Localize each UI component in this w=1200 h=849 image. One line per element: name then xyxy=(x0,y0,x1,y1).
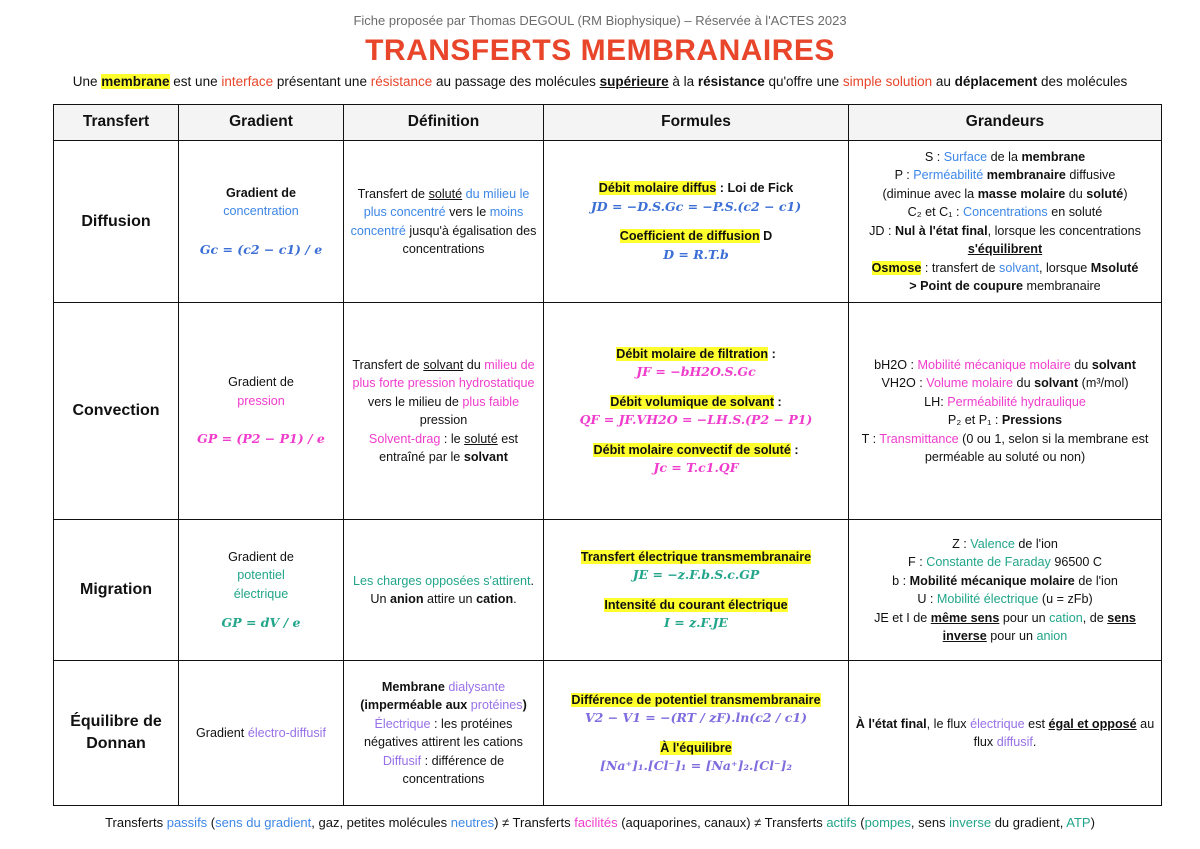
formula-equation: [Na⁺]₁.[Cl⁻]₁ = [Na⁺]₂.[Cl⁻]₂ xyxy=(600,758,792,773)
text-fragment: (m³/mol) xyxy=(1078,376,1129,390)
quantity-line xyxy=(855,203,1155,222)
text-fragment: , lorsque xyxy=(1038,260,1091,275)
text-fragment: solvant xyxy=(999,260,1039,275)
table-row-migration xyxy=(54,520,1162,661)
text-fragment: (imperméable aux xyxy=(360,698,471,712)
text-fragment: . xyxy=(1032,735,1037,749)
gradient-type: électro-diffusif xyxy=(247,725,326,740)
text-fragment: Mobilité électrique xyxy=(936,592,1039,606)
quantity-line xyxy=(855,609,1155,646)
intro-deplacement: déplacement xyxy=(954,74,1038,89)
quantity-line xyxy=(855,148,1155,167)
header-formules: Formules xyxy=(544,105,849,141)
text-fragment: : transfert de xyxy=(921,260,1000,275)
text-fragment: : xyxy=(790,442,799,457)
text-fragment: Transfert de xyxy=(352,357,424,372)
text-fragment: est entraîné par le xyxy=(379,431,519,464)
text-fragment: passifs xyxy=(166,815,208,830)
footer-note xyxy=(0,815,1200,830)
text-fragment: pompes xyxy=(864,815,911,830)
text-fragment: anion xyxy=(1036,629,1068,643)
gradient-formula: GP = dV / e xyxy=(221,615,301,630)
text-fragment: protéines xyxy=(470,698,523,712)
text-fragment: pour un xyxy=(986,629,1037,643)
text-fragment: T : xyxy=(861,431,880,446)
gradient-label: Gradient xyxy=(196,725,248,740)
text-fragment: solvant xyxy=(1091,357,1136,372)
text-fragment: pour un xyxy=(999,610,1050,625)
text-fragment: S : xyxy=(924,149,944,164)
intro-text: au xyxy=(932,74,955,89)
text-fragment: facilités xyxy=(574,815,618,830)
quantity-line xyxy=(855,374,1155,393)
text-fragment: inverse xyxy=(949,815,992,830)
quantity-line xyxy=(855,166,1155,185)
text-fragment: solvant xyxy=(423,357,464,372)
def-text: jusqu'à égalisation des concentrations xyxy=(402,223,537,256)
transfers-table xyxy=(53,104,1162,806)
text-fragment: F : xyxy=(908,555,927,569)
text-fragment: ATP xyxy=(1066,815,1091,830)
page-title: TRANSFERTS MEMBRANAIRES xyxy=(365,34,835,67)
def-highlight: moins concentré xyxy=(350,205,524,238)
text-fragment: milieu de plus forte pression hydrostatique xyxy=(352,357,535,390)
text-fragment: membranaire xyxy=(1023,279,1101,293)
header-gradient: Gradient xyxy=(179,105,344,141)
formula-title: Différence de potentiel transmembranaire xyxy=(571,692,821,707)
text-fragment: Les charges opposées s'attirent xyxy=(353,573,531,588)
formula-title: Transfert électrique transmembranaire xyxy=(580,549,812,564)
gradient-type: concentration xyxy=(223,204,299,219)
text-fragment: Mobilité mécanique molaire xyxy=(909,573,1075,588)
text-fragment: ( xyxy=(207,815,216,830)
text-fragment: sens du gradient xyxy=(215,815,312,830)
def-solute: soluté xyxy=(428,186,463,201)
text-fragment: (0 ou 1, selon si la membrane est perméable au soluté ou non) xyxy=(924,431,1149,464)
text-fragment: Constante de Faraday xyxy=(926,555,1051,569)
text-fragment: de l'ion xyxy=(1014,536,1058,551)
intro-text: est une xyxy=(169,74,222,89)
text-fragment: : xyxy=(774,394,782,409)
gradient-cell xyxy=(179,303,344,520)
text-fragment: Volume molaire xyxy=(926,376,1014,390)
quantity-line xyxy=(855,185,1155,204)
quantity-line xyxy=(855,411,1155,430)
quantity-line xyxy=(855,430,1155,467)
formulas-cell xyxy=(544,141,849,303)
text-fragment: neutres xyxy=(450,815,495,830)
formulas-cell xyxy=(544,661,849,806)
text-fragment: solvant xyxy=(463,450,508,464)
text-fragment: : différence de concentrations xyxy=(402,753,505,786)
text-fragment: . xyxy=(513,592,517,606)
text-fragment: Osmose xyxy=(871,260,922,275)
header-definition: Définition xyxy=(344,105,544,141)
intro-membrane: membrane xyxy=(101,74,170,89)
formulas-cell xyxy=(544,303,849,520)
formula-equation: I = z.F.JE xyxy=(664,615,728,630)
table-row-donnan xyxy=(54,661,1162,806)
definition-cell xyxy=(344,303,544,520)
text-fragment: est xyxy=(1024,716,1049,731)
formula-equation: D = R.T.b xyxy=(663,246,729,262)
quantities-cell xyxy=(849,303,1162,520)
text-fragment: attire un xyxy=(423,592,477,606)
text-fragment: au flux xyxy=(973,716,1155,749)
def-highlight: du milieu le plus concentré xyxy=(363,186,530,219)
formula-title: Coefficient de diffusion xyxy=(619,229,760,243)
text-fragment: Solvent-drag xyxy=(368,431,441,446)
text-fragment: Transmittance xyxy=(879,431,959,446)
gradient-type: potentiel électrique xyxy=(233,568,289,601)
quantity-line xyxy=(855,393,1155,412)
transfer-name: Diffusion xyxy=(54,141,179,303)
text-fragment: JE et I de xyxy=(874,610,931,625)
intro-text: qu'offre une xyxy=(764,74,843,89)
quantities-cell xyxy=(849,661,1162,806)
quantity-line xyxy=(855,535,1155,554)
formula-equation: JD = −D.S.Gc = −P.S.(c2 − c1) xyxy=(590,198,802,214)
gradient-cell xyxy=(179,141,344,303)
formula-equation: QF = JF.VH2O = −LH.S.(P2 − P1) xyxy=(579,412,813,427)
quantity-line xyxy=(855,553,1155,572)
gradient-cell xyxy=(179,520,344,661)
text-fragment: anion xyxy=(389,592,424,606)
text-fragment: Concentrations xyxy=(962,205,1048,219)
formula-title-rest: D xyxy=(759,229,773,243)
formula-title: Débit volumique de solvant xyxy=(610,394,775,409)
formula-title-rest: : Loi de Fick xyxy=(716,181,794,195)
text-fragment: Perméabilité hydraulique xyxy=(947,394,1086,409)
text-fragment: Pressions xyxy=(1001,413,1063,427)
text-fragment: Z : xyxy=(952,536,971,551)
text-fragment: b : xyxy=(892,573,910,588)
text-fragment: Transferts xyxy=(105,815,167,830)
text-fragment: du xyxy=(1070,357,1092,372)
text-fragment: : xyxy=(768,346,776,361)
definition-cell xyxy=(344,520,544,661)
text-fragment: membranaire xyxy=(983,168,1066,182)
text-fragment: 96500 C xyxy=(1050,555,1102,569)
header-transfert: Transfert xyxy=(54,105,179,141)
text-fragment: de l'ion xyxy=(1074,573,1118,588)
text-fragment: Perméabilité xyxy=(913,168,984,182)
text-fragment: du xyxy=(463,357,485,372)
intro-text: au passage des molécules xyxy=(432,74,600,89)
formula-title: Débit molaire de filtration xyxy=(616,346,769,361)
text-fragment: égal et opposé xyxy=(1048,716,1137,731)
gradient-label: Gradient de xyxy=(228,549,294,564)
text-fragment: (diminue avec la xyxy=(882,186,978,201)
gradient-label: Gradient de xyxy=(228,375,294,390)
intro-superieure: supérieure xyxy=(599,74,669,89)
text-fragment: plus faible xyxy=(462,394,520,409)
text-fragment: Surface xyxy=(943,149,988,164)
text-fragment: dialysante xyxy=(448,679,506,694)
table-header-row xyxy=(54,105,1162,141)
intro-text: Une xyxy=(72,74,102,89)
text-fragment: soluté xyxy=(464,431,498,446)
text-fragment: Électrique xyxy=(374,716,431,731)
def-text: vers le xyxy=(445,205,490,219)
text-fragment: actifs xyxy=(826,815,857,830)
transfer-name: Équilibre de Donnan xyxy=(54,661,179,806)
text-fragment: Mobilité mécanique molaire xyxy=(917,357,1071,372)
text-fragment: ( xyxy=(856,815,865,830)
text-fragment: : le xyxy=(440,431,465,446)
formula-equation: V2 − V1 = −(RT / zF).ln(c2 / c1) xyxy=(584,710,808,725)
def-text: Transfert de xyxy=(357,186,429,201)
quantity-line xyxy=(855,590,1155,609)
gradient-formula: GP = (P2 − P1) / e xyxy=(197,431,325,447)
text-fragment: P₂ et P₁ : xyxy=(947,413,1002,427)
text-fragment: du xyxy=(1013,376,1035,390)
text-fragment: s'équilibrent xyxy=(967,242,1043,256)
text-fragment: même sens xyxy=(930,610,1000,625)
text-fragment: bH2O : xyxy=(874,357,918,372)
text-fragment: du xyxy=(1065,186,1087,201)
credit-line: Fiche proposée par Thomas DEGOUL (RM Biophysique) – Réservée à l'ACTES 2023 xyxy=(353,13,847,28)
text-fragment: cation xyxy=(1049,610,1083,625)
text-fragment: LH: xyxy=(924,394,948,409)
text-fragment: C₂ et C₁ : xyxy=(907,205,963,219)
text-fragment: Membrane xyxy=(381,679,449,694)
text-fragment: Msoluté xyxy=(1090,260,1139,275)
table-row-convection xyxy=(54,303,1162,520)
formula-title: Débit molaire diffus xyxy=(598,181,717,195)
intro-resistance: résistance xyxy=(370,74,433,89)
text-fragment: de la xyxy=(987,149,1022,164)
text-fragment: électrique xyxy=(970,716,1025,731)
text-fragment: cation xyxy=(476,592,514,606)
formulas-cell xyxy=(544,520,849,661)
transfer-name: Migration xyxy=(54,520,179,661)
text-fragment: ) xyxy=(1090,815,1095,830)
text-fragment: À l'état final xyxy=(855,716,927,731)
text-fragment: Valence xyxy=(970,536,1015,551)
text-fragment: , sens xyxy=(910,815,950,830)
intro-text: à la xyxy=(668,74,698,89)
text-fragment: > Point de coupure xyxy=(909,279,1023,293)
definition-cell xyxy=(344,141,544,303)
intro-resistance: résistance xyxy=(697,74,765,89)
text-fragment: : les protéines négatives attirent les cations xyxy=(364,716,523,749)
text-fragment: , le flux xyxy=(926,716,971,731)
text-fragment: . Un xyxy=(370,573,534,606)
text-fragment: vers le milieu de xyxy=(367,394,463,409)
quantity-line xyxy=(855,222,1155,259)
text-fragment: (aquaporines, canaux) ≠ Transferts xyxy=(617,815,827,830)
transfer-name: Convection xyxy=(54,303,179,520)
formula-equation: JE = −z.F.b.S.c.GP xyxy=(632,567,760,582)
table-row-diffusion xyxy=(54,141,1162,303)
quantity-line xyxy=(855,356,1155,375)
text-fragment: masse molaire xyxy=(977,186,1066,201)
text-fragment: ) xyxy=(522,698,527,712)
gradient-formula: Gc = (c2 − c1) / e xyxy=(199,241,323,257)
text-fragment: JD : xyxy=(869,223,895,238)
text-fragment: diffusive xyxy=(1065,168,1116,182)
text-fragment: sens inverse xyxy=(942,610,1136,643)
formula-equation: JF = −bH2O.S.Gc xyxy=(636,364,756,379)
intro-text: des molécules xyxy=(1037,74,1128,89)
text-fragment: du gradient, xyxy=(991,815,1067,830)
gradient-label: Gradient de xyxy=(226,185,296,200)
text-fragment: U : xyxy=(917,592,937,606)
quantities-cell xyxy=(849,141,1162,303)
formula-equation: Jc = T.c1.QF xyxy=(653,460,739,475)
intro-text: présentant une xyxy=(273,74,371,89)
text-fragment: pression xyxy=(419,413,468,427)
formula-title: Débit molaire convectif de soluté xyxy=(593,442,791,457)
text-fragment: soluté xyxy=(1086,186,1124,201)
text-fragment: , gaz, petites molécules xyxy=(311,815,451,830)
intro-interface: interface xyxy=(221,74,274,89)
quantities-cell xyxy=(849,520,1162,661)
intro-sentence xyxy=(0,74,1200,89)
gradient-cell xyxy=(179,661,344,806)
text-fragment: ) ≠ Transferts xyxy=(494,815,575,830)
text-fragment: en soluté xyxy=(1047,205,1103,219)
text-fragment: Diffusif xyxy=(382,753,422,768)
text-fragment: solvant xyxy=(1034,376,1079,390)
text-fragment: , lorsque les concentrations xyxy=(987,223,1141,238)
text-fragment: membrane xyxy=(1021,149,1086,164)
header-grandeurs: Grandeurs xyxy=(849,105,1162,141)
text-fragment: P : xyxy=(894,168,914,182)
text-fragment: , de xyxy=(1082,610,1108,625)
text-fragment: VH2O : xyxy=(881,376,927,390)
text-fragment: diffusif xyxy=(996,735,1033,749)
text-fragment: ) xyxy=(1123,186,1128,201)
text-fragment: Nul à l'état final xyxy=(895,223,988,238)
quantity-line xyxy=(855,259,1155,278)
quantity-line xyxy=(855,572,1155,591)
definition-cell xyxy=(344,661,544,806)
text-fragment: (u = zFb) xyxy=(1038,592,1093,606)
formula-title: Intensité du courant électrique xyxy=(604,597,788,612)
quantity-line xyxy=(855,277,1155,296)
gradient-type: pression xyxy=(237,393,285,408)
formula-title: À l'équilibre xyxy=(660,740,732,755)
intro-simple-solution: simple solution xyxy=(842,74,933,89)
